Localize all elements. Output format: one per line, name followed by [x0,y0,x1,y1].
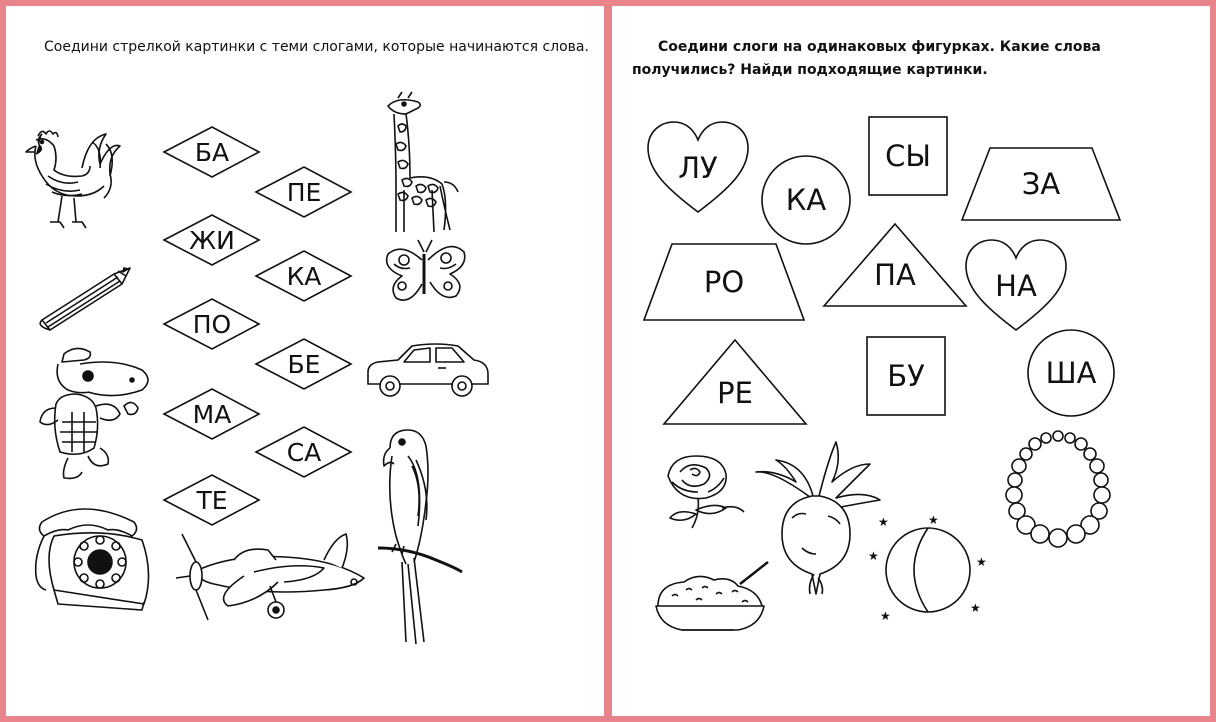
svg-text:★: ★ [970,601,981,615]
syllable-label: СА [286,437,322,467]
syllable-label: КА [286,261,322,291]
triangle-shape-pa[interactable] [822,222,968,308]
trapezoid-shape-ro[interactable] [642,242,806,322]
shape-syllable: НА [995,269,1037,303]
pencil-picture[interactable] [34,264,139,344]
square-shape-bu[interactable] [866,336,946,416]
shape-syllable: ПА [874,258,916,292]
syllable-diamond-po[interactable] [164,298,260,350]
star-icon [976,555,987,569]
right-instruction: Соедини слоги на одинаковых фигурках. Какие слова получились? Найди подходящие картинки. [632,39,1101,78]
syllable-diamond-te[interactable] [164,474,260,526]
airplane-picture[interactable] [174,526,369,626]
star-icon [878,515,889,529]
left-instruction: Соедини стрелкой картинки с теми слогами, которые начинаются слова. [44,39,589,55]
telephone-picture[interactable] [30,496,160,611]
syllable-label: ТЕ [196,485,228,515]
shape-syllable: РЕ [717,376,753,410]
shape-syllable: РО [703,265,745,299]
syllable-label: ЖИ [189,225,235,255]
syllable-diamond-sa[interactable] [256,426,352,478]
circle-shape-sha[interactable] [1026,328,1116,418]
heart-shape-na[interactable] [964,238,1068,334]
right-worksheet-page [612,6,1210,716]
butterfly-picture[interactable] [382,234,467,309]
syllable-diamond-ba[interactable] [164,126,260,178]
star-icon [928,513,939,527]
star-icon [868,549,879,563]
shape-syllable: ЛУ [678,151,718,185]
syllable-label: ПЕ [286,177,322,207]
beads-picture[interactable] [998,426,1118,556]
left-worksheet-page [6,6,604,716]
shape-syllable: ЗА [1021,167,1061,201]
syllable-label: БЕ [287,349,321,379]
syllable-diamond-be[interactable] [256,338,352,390]
parrot-picture[interactable] [368,426,468,651]
triangle-shape-re[interactable] [662,338,808,426]
syllable-label: БА [194,137,230,167]
shape-syllable: СЫ [885,139,931,173]
moon-picture[interactable] [868,512,998,624]
syllable-diamond-ma[interactable] [164,388,260,440]
syllable-label: МА [192,399,232,429]
giraffe-picture[interactable] [378,90,468,235]
star-icon [880,609,891,623]
rose-picture[interactable] [656,452,752,532]
hippo-picture[interactable] [28,342,158,482]
car-picture[interactable] [362,340,492,410]
syllable-diamond-ka[interactable] [256,250,352,302]
svg-text:★: ★ [976,555,987,569]
square-shape-sy[interactable] [868,116,948,196]
syllable-diamond-pe[interactable] [256,166,352,218]
trapezoid-shape-za[interactable] [960,146,1122,222]
svg-text:★: ★ [878,515,889,529]
svg-text:★: ★ [880,609,891,623]
svg-text:★: ★ [868,549,879,563]
shape-syllable: БУ [887,359,925,393]
heart-shape-lu[interactable] [646,120,750,216]
syllable-diamond-zhi[interactable] [164,214,260,266]
syllable-label: ПО [192,309,232,339]
porridge-picture[interactable] [652,560,772,640]
star-icon [970,601,981,615]
shape-syllable: КА [785,183,827,217]
shape-syllable: ША [1045,356,1097,390]
rooster-picture[interactable] [22,124,122,239]
svg-text:★: ★ [928,513,939,527]
